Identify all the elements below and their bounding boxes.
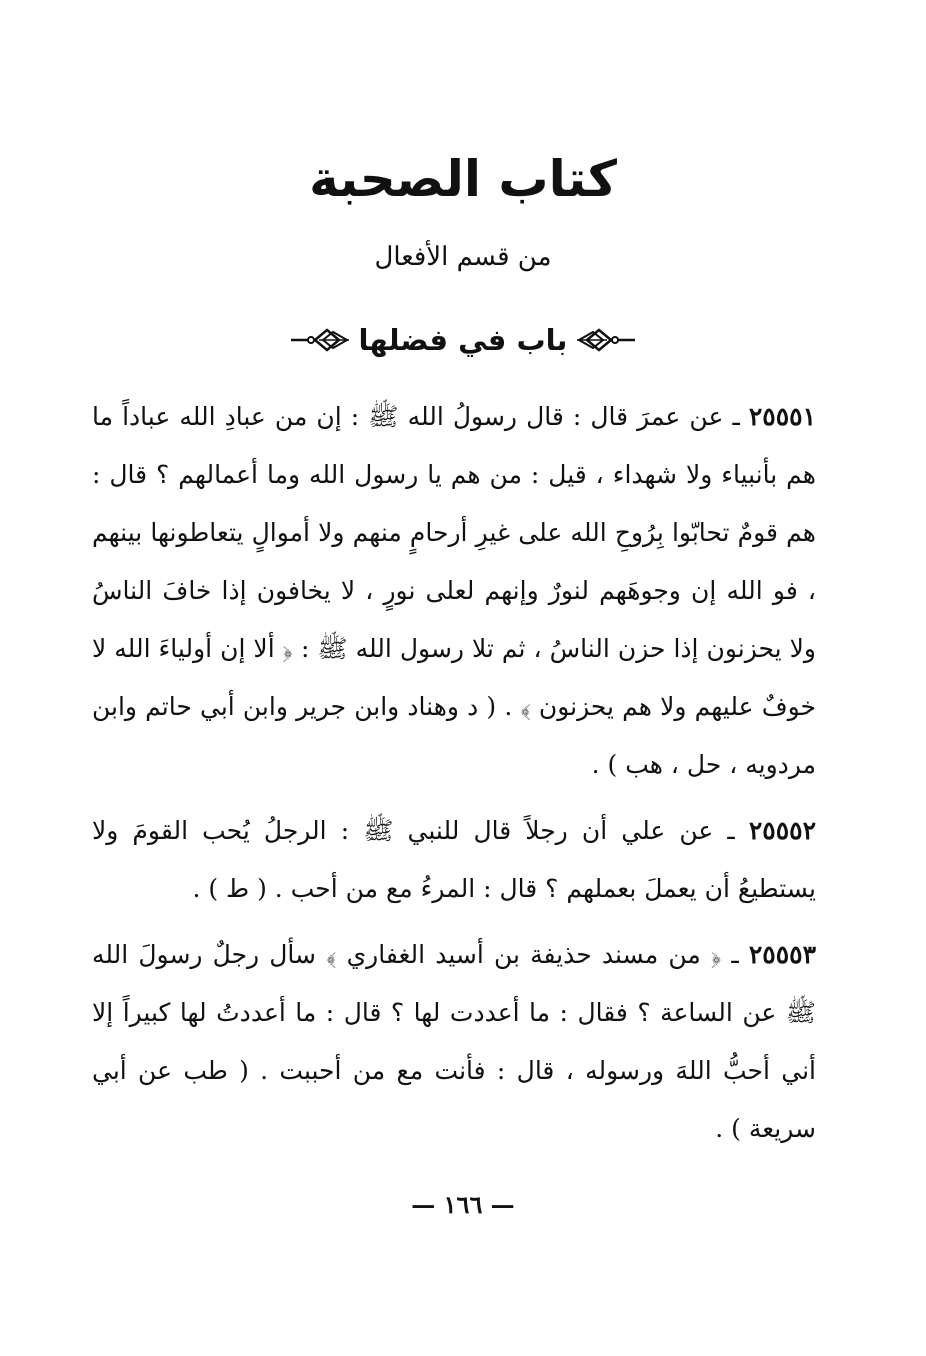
hadith-number: ٢٥٥٥٢ bbox=[748, 816, 816, 845]
hadith-text: ـ عن عمرَ قال : قال رسولُ الله ﷺ : إن من عبادِ الله عباداً ما هم بأنبياء ولا شهداء ، قيل : من هم يا رسول الله وما أعمالهم ؟ قال : هم قومٌ تحابّوا بِرُوحِ الله على غيرِ أرحامٍ منهم ولا أموالٍ يتعاطونها بينهم ، فو الله إن وجوهَهم لنورٌ وإنهم لعلى نورٍ ، لا يخافون إذا خافَ الناسُ ولا يحزنون إذا حزن الناسُ ، ثم تلا رسول الله ﷺ : ﴿ ألا إن أولياءَ الله لا خوفٌ عليهم ولا هم يحزنون ﴾ . ( د وهناد وابن جرير وابن أبي حاتم وابن مردويه ، حل ، هب ) . bbox=[92, 402, 816, 779]
page-number: — ١٦٦ — bbox=[411, 1190, 515, 1219]
hadith-25552 bbox=[92, 802, 816, 918]
hadith-25553 bbox=[92, 926, 816, 1158]
chapter-heading bbox=[0, 318, 926, 362]
hadith-list bbox=[92, 388, 816, 1166]
hadith-text: ـ عن علي أن رجلاً قال للنبي ﷺ : الرجلُ يُحب القومَ ولا يستطيعُ أن يعملَ بعملهم ؟ قال : المرءُ مع من أحب . ( ط ) . bbox=[92, 816, 816, 903]
chapter-title: باب في فضلها bbox=[358, 323, 568, 357]
hadith-25551 bbox=[92, 388, 816, 794]
hadith-text: ـ ﴿ من مسند حذيفة بن أسيد الغفاري ﴾ سأل رجلٌ رسولَ الله ﷺ عن الساعة ؟ فقال : ما أعددت لها ؟ قال : ما أعددتُ لها كبيراً إلا أني أحبُّ اللهَ ورسوله ، قال : فأنت مع من أحببت . ( طب عن أبي سريعة ) . bbox=[92, 940, 816, 1143]
book-subtitle: من قسم الأفعال bbox=[374, 242, 552, 272]
right-ornament-icon bbox=[575, 325, 637, 355]
hadith-number: ٢٥٥٥١ bbox=[748, 402, 816, 431]
hadith-number: ٢٥٥٥٣ bbox=[748, 940, 816, 969]
book-title: كتاب الصحبة bbox=[309, 150, 617, 208]
left-ornament-icon bbox=[289, 325, 351, 355]
